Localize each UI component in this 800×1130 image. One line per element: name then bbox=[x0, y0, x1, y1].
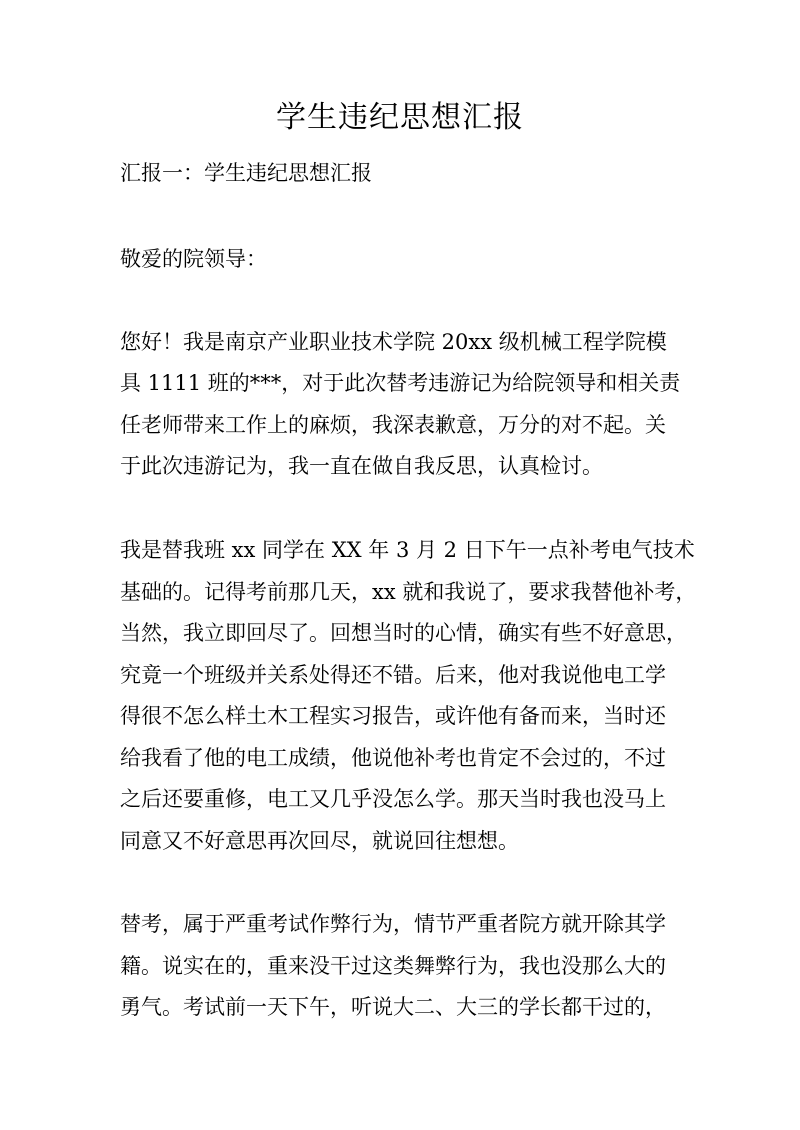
paragraph-line: 之后还要重修，电工又几乎没怎么学。那天当时我也没马上 bbox=[120, 787, 666, 811]
paragraph-line: 具 1111 班的***，对于此次替考违游记为给院领导和相关责 bbox=[120, 371, 681, 395]
paragraph-line: 基础的。记得考前那几天，xx 就和我说了，要求我替他补考， bbox=[120, 580, 697, 604]
paragraph-line: 于此次违游记为，我一直在做自我反思，认真检讨。 bbox=[120, 454, 603, 478]
paragraph-line: 勇气。考试前一天下午，听说大二、大三的学长都干过的， bbox=[120, 995, 666, 1019]
paragraph-line: 替考，属于严重考试作弊行为，情节严重者院方就开除其学 bbox=[120, 912, 666, 936]
paragraph-line: 同意又不好意思再次回尽，就说回往想想。 bbox=[120, 829, 519, 853]
document-subtitle: 汇报一：学生违纪思想汇报 bbox=[120, 161, 372, 185]
salutation: 敬爱的院领导： bbox=[120, 247, 267, 271]
paragraph-line: 任老师带来工作上的麻烦，我深表歉意，万分的对不起。关 bbox=[120, 413, 666, 437]
document-title: 学生违纪思想汇报 bbox=[276, 100, 524, 135]
paragraph-line: 究竟一个班级并关系处得还不错。后来，他对我说他电工学 bbox=[120, 663, 666, 687]
paragraph-line: 我是替我班 xx 同学在 XX 年 3 月 2 日下午一点补考电气技术 bbox=[120, 538, 695, 562]
paragraph-line: 您好！我是南京产业职业技术学院 20xx 级机械工程学院模 bbox=[120, 330, 667, 354]
paragraph-line: 籍。说实在的，重来没干过这类舞弊行为，我也没那么大的 bbox=[120, 954, 666, 978]
paragraph-line: 当然，我立即回尽了。回想当时的心情，确实有些不好意思， bbox=[120, 621, 687, 645]
paragraph-line: 给我看了他的电工成绩，他说他补考也肯定不会过的，不过 bbox=[120, 746, 666, 770]
paragraph-line: 得很不怎么样土木工程实习报告，或许他有备而来，当时还 bbox=[120, 704, 666, 728]
